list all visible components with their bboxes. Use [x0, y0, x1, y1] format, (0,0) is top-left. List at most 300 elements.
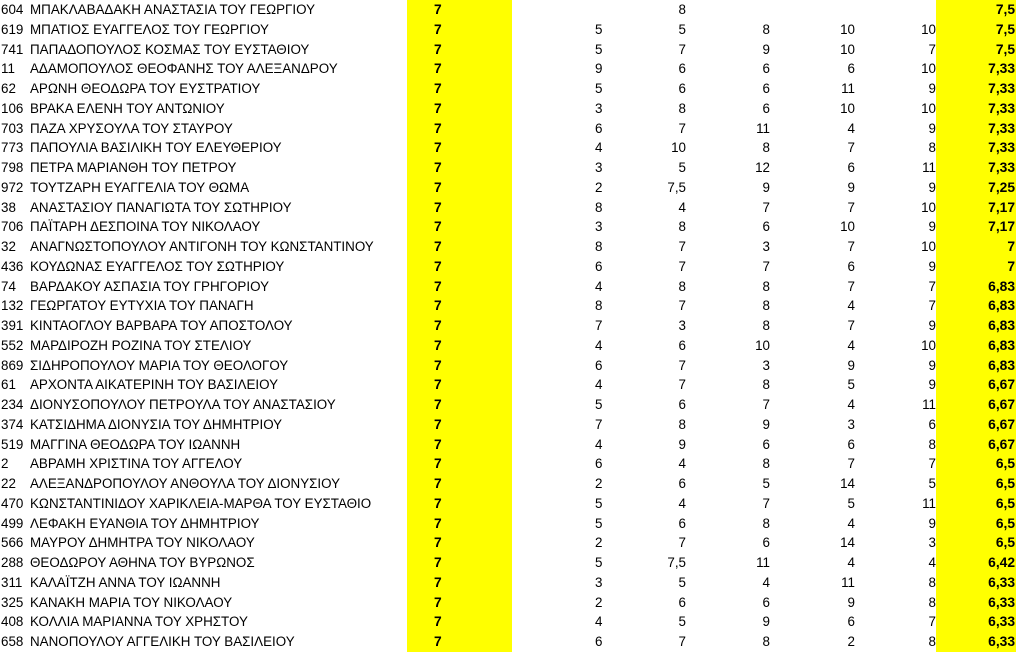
cell-average[interactable]: 7,33 [936, 119, 1016, 139]
cell-grade-4[interactable]: 5 [762, 476, 770, 491]
cell-grade-1[interactable]: 7 [407, 454, 512, 474]
cell-grade-3[interactable]: 6 [678, 337, 686, 353]
cell-grade-3[interactable]: 5 [678, 574, 686, 590]
cell-grade-3[interactable]: 7 [678, 298, 686, 314]
cell-grade-5[interactable]: 9 [847, 357, 855, 373]
cell-grade-4[interactable]: 9 [762, 41, 770, 57]
cell-grade-5[interactable]: 6 [847, 614, 855, 630]
cell-grade-1[interactable]: 7 [407, 415, 512, 435]
cell-grade-5[interactable]: 4 [847, 337, 855, 353]
cell-grade-1[interactable]: 7 [407, 336, 512, 356]
cell-average[interactable]: 6,5 [936, 514, 1016, 534]
cell-grade-1[interactable]: 7 [407, 553, 512, 573]
cell-name[interactable]: ΜΑΥΡΟΥ ΔΗΜΗΤΡΑ ΤΟΥ ΝΙΚΟΛΑΟΥ [30, 535, 255, 551]
cell-grade-4[interactable]: 12 [755, 160, 770, 175]
cell-name[interactable]: ΠΑΖΑ ΧΡΥΣΟΥΛΑ ΤΟΥ ΣΤΑΥΡΟΥ [30, 120, 233, 136]
cell-grade-4[interactable]: 8 [762, 634, 770, 649]
cell-average[interactable]: 6,83 [936, 316, 1016, 336]
cell-grade-6[interactable]: 8 [928, 140, 936, 156]
cell-grade-2[interactable]: 2 [595, 476, 603, 491]
cell-id[interactable]: 32 [1, 239, 16, 254]
cell-id[interactable]: 106 [1, 100, 24, 116]
cell-grade-3[interactable]: 6 [678, 515, 686, 531]
cell-average[interactable]: 6,33 [936, 632, 1016, 652]
cell-grade-4[interactable]: 8 [762, 318, 770, 333]
cell-name[interactable]: ΑΒΡΑΜΗ ΧΡΙΣΤΙΝΑ ΤΟΥ ΑΓΓΕΛΟΥ [30, 456, 243, 472]
cell-name[interactable]: ΚΟΥΔΩΝΑΣ ΕΥΑΓΓΕΛΟΣ ΤΟΥ ΣΩΤΗΡΙΟΥ [30, 258, 285, 274]
cell-grade-6[interactable]: 10 [921, 21, 936, 37]
cell-grade-4[interactable]: 6 [762, 81, 770, 96]
cell-grade-6[interactable]: 6 [928, 416, 936, 432]
cell-grade-3[interactable]: 8 [678, 100, 686, 116]
cell-name[interactable]: ΚΙΝΤΑΟΓΛΟΥ ΒΑΡΒΑΡΑ ΤΟΥ ΑΠΟΣΤΟΛΟΥ [30, 318, 293, 333]
cell-grade-2[interactable]: 8 [595, 199, 603, 215]
cell-grade-3[interactable]: 4 [678, 495, 686, 511]
cell-name[interactable]: ΘΕΟΔΩΡΟΥ ΑΘΗΝΑ ΤΟΥ ΒΥΡΩΝΟΣ [30, 555, 255, 570]
cell-grade-2[interactable]: 3 [595, 160, 603, 175]
cell-grade-6[interactable]: 10 [921, 100, 936, 116]
cell-id[interactable]: 436 [1, 258, 24, 274]
cell-grade-5[interactable]: 10 [840, 21, 855, 37]
cell-grade-6[interactable]: 11 [922, 160, 936, 175]
cell-grade-3[interactable]: 8 [678, 416, 686, 432]
cell-grade-5[interactable]: 7 [847, 140, 855, 156]
cell-grade-5[interactable]: 4 [847, 120, 855, 136]
table-row [0, 356, 1016, 376]
cell-average[interactable]: 6,67 [936, 435, 1016, 455]
cell-grade-5[interactable]: 6 [847, 436, 855, 452]
cell-average[interactable]: 6,67 [936, 375, 1016, 395]
cell-name[interactable]: ΚΑΝΑΚΗ ΜΑΡΙΑ ΤΟΥ ΝΙΚΟΛΑΟΥ [30, 594, 233, 610]
cell-grade-4[interactable]: 6 [762, 61, 770, 77]
cell-id[interactable]: 566 [1, 535, 24, 551]
cell-grade-1[interactable]: 7 [407, 593, 512, 613]
cell-grade-3[interactable]: 7 [678, 258, 686, 274]
cell-grade-6[interactable]: 9 [928, 357, 936, 373]
cell-grade-6[interactable]: 11 [922, 397, 936, 412]
cell-name[interactable]: ΒΡΑΚΑ ΕΛΕΝΗ ΤΟΥ ΑΝΤΩΝΙΟΥ [30, 100, 225, 116]
cell-grade-2[interactable]: 5 [595, 397, 603, 412]
cell-grade-2[interactable]: 5 [595, 495, 603, 511]
cell-grade-2[interactable]: 6 [595, 357, 603, 373]
cell-grade-1[interactable]: 7 [407, 375, 512, 395]
cell-name[interactable]: ΑΝΑΓΝΩΣΤΟΠΟΥΛΟΥ ΑΝΤΙΓΟΝΗ ΤΟΥ ΚΩΝΣΤΑΝΤΙΝΟΥ [30, 239, 374, 254]
cell-id[interactable]: 38 [1, 199, 16, 215]
cell-grade-4[interactable]: 4 [762, 574, 770, 590]
cell-grade-1[interactable]: 7 [407, 178, 512, 198]
cell-grade-4[interactable]: 6 [762, 100, 770, 116]
cell-name[interactable]: ΜΑΡΔΙΡΟΖΗ ΡΟΖΙΝΑ ΤΟΥ ΣΤΕΛΙΟΥ [30, 337, 252, 353]
cell-grade-5[interactable]: 11 [841, 574, 855, 590]
cell-grade-5[interactable]: 5 [847, 377, 855, 393]
cell-grade-5[interactable]: 9 [847, 179, 855, 195]
cell-grade-1[interactable]: 7 [407, 474, 512, 494]
cell-grade-2[interactable]: 5 [595, 515, 603, 531]
cell-grade-2[interactable]: 2 [595, 179, 603, 195]
cell-grade-3[interactable]: 6 [678, 594, 686, 610]
cell-grade-4[interactable]: 10 [755, 337, 770, 353]
cell-id[interactable]: 869 [1, 357, 24, 373]
cell-id[interactable]: 2 [1, 456, 9, 472]
cell-grade-3[interactable]: 7 [678, 357, 686, 373]
cell-grade-6[interactable]: 7 [928, 41, 936, 57]
cell-grade-2[interactable]: 2 [595, 594, 603, 610]
cell-grade-4[interactable]: 8 [762, 21, 770, 37]
cell-average[interactable]: 7,33 [936, 79, 1016, 99]
cell-name[interactable]: ΠΑΠΟΥΛΙΑ ΒΑΣΙΛΙΚΗ ΤΟΥ ΕΛΕΥΘΕΡΙΟΥ [30, 140, 282, 156]
cell-average[interactable]: 6,33 [936, 612, 1016, 632]
cell-grade-6[interactable]: 10 [921, 61, 936, 77]
cell-grade-5[interactable]: 7 [847, 456, 855, 472]
cell-grade-2[interactable]: 3 [595, 219, 603, 235]
cell-average[interactable]: 7,25 [936, 178, 1016, 198]
cell-average[interactable]: 6,33 [936, 573, 1016, 593]
cell-grade-2[interactable]: 6 [595, 120, 603, 136]
cell-average[interactable]: 7,33 [936, 138, 1016, 158]
cell-grade-1[interactable]: 7 [407, 632, 512, 652]
cell-name[interactable]: ΚΑΛΑΪΤΖΗ ΑΝΝΑ ΤΟΥ ΙΩΑΝΝΗ [30, 574, 221, 590]
cell-id[interactable]: 470 [1, 495, 24, 511]
cell-grade-4[interactable]: 7 [762, 495, 770, 511]
cell-grade-5[interactable]: 7 [847, 239, 855, 254]
cell-grade-1[interactable]: 7 [407, 395, 512, 415]
cell-grade-1[interactable]: 7 [407, 237, 512, 257]
cell-grade-6[interactable]: 10 [921, 199, 936, 215]
cell-grade-5[interactable]: 4 [847, 298, 855, 314]
cell-grade-4[interactable]: 6 [762, 436, 770, 452]
cell-average[interactable]: 6,67 [936, 415, 1016, 435]
cell-name[interactable]: ΑΔΑΜΟΠΟΥΛΟΣ ΘΕΟΦΑΝΗΣ ΤΟΥ ΑΛΕΞΑΝΔΡΟΥ [30, 61, 338, 77]
cell-id[interactable]: 773 [1, 140, 24, 156]
cell-grade-5[interactable]: 4 [847, 515, 855, 531]
cell-grade-1[interactable]: 7 [407, 99, 512, 119]
cell-grade-2[interactable]: 3 [595, 100, 603, 116]
cell-grade-4[interactable]: 6 [762, 594, 770, 610]
cell-grade-5[interactable]: 6 [847, 160, 855, 175]
cell-grade-6[interactable]: 5 [928, 476, 936, 491]
cell-id[interactable]: 61 [1, 377, 16, 393]
cell-grade-5[interactable]: 7 [847, 199, 855, 215]
cell-grade-4[interactable]: 6 [762, 535, 770, 551]
cell-name[interactable]: ΠΑΠΑΔΟΠΟΥΛΟΣ ΚΟΣΜΑΣ ΤΟΥ ΕΥΣΤΑΘΙΟΥ [30, 41, 310, 57]
cell-grade-3[interactable]: 7 [678, 239, 686, 254]
cell-grade-3[interactable]: 9 [678, 436, 686, 452]
cell-name[interactable]: ΣΙΔΗΡΟΠΟΥΛΟΥ ΜΑΡΙΑ ΤΟΥ ΘΕΟΛΟΓΟΥ [30, 357, 289, 373]
cell-name[interactable]: ΜΠΑΤΙΟΣ ΕΥΑΓΓΕΛΟΣ ΤΟΥ ΓΕΩΡΓΙΟΥ [30, 21, 269, 37]
cell-name[interactable]: ΛΕΦΑΚΗ ΕΥΑΝΘΙΑ ΤΟΥ ΔΗΜΗΤΡΙΟΥ [30, 515, 260, 531]
cell-average[interactable]: 6,83 [936, 277, 1016, 297]
cell-grade-1[interactable]: 7 [407, 138, 512, 158]
cell-grade-4[interactable]: 8 [762, 456, 770, 472]
cell-average[interactable]: 7,33 [936, 99, 1016, 119]
cell-grade-6[interactable]: 9 [928, 515, 936, 531]
cell-grade-2[interactable]: 4 [595, 337, 603, 353]
cell-grade-6[interactable]: 9 [928, 120, 936, 136]
cell-name[interactable]: ΚΑΤΣΙΔΗΜΑ ΔΙΟΝΥΣΙΑ ΤΟΥ ΔΗΜΗΤΡΙΟΥ [30, 416, 283, 432]
cell-id[interactable]: 972 [1, 179, 24, 195]
cell-grade-1[interactable]: 7 [407, 277, 512, 297]
cell-grade-3[interactable]: 5 [678, 160, 686, 175]
cell-grade-6[interactable]: 3 [928, 535, 936, 551]
cell-grade-3[interactable]: 7 [678, 634, 686, 649]
cell-id[interactable]: 325 [1, 594, 24, 610]
cell-grade-3[interactable]: 8 [678, 219, 686, 235]
cell-average[interactable]: 7,17 [936, 198, 1016, 218]
cell-id[interactable]: 703 [1, 120, 24, 136]
cell-average[interactable]: 6,83 [936, 336, 1016, 356]
cell-id[interactable]: 234 [1, 397, 24, 412]
cell-grade-1[interactable]: 7 [407, 435, 512, 455]
cell-grade-6[interactable]: 7 [928, 298, 936, 314]
cell-grade-2[interactable]: 7 [595, 416, 603, 432]
cell-name[interactable]: ΑΡΩΝΗ ΘΕΟΔΩΡΑ ΤΟΥ ΕΥΣΤΡΑΤΙΟΥ [30, 81, 261, 96]
cell-grade-2[interactable]: 5 [595, 21, 603, 37]
cell-grade-1[interactable]: 7 [407, 59, 512, 79]
cell-id[interactable]: 499 [1, 515, 24, 531]
cell-grade-1[interactable]: 7 [407, 514, 512, 534]
cell-id[interactable]: 604 [1, 2, 24, 17]
cell-grade-2[interactable]: 3 [595, 574, 603, 590]
cell-grade-5[interactable]: 4 [847, 555, 855, 570]
cell-grade-1[interactable]: 7 [407, 158, 512, 178]
cell-grade-3[interactable]: 4 [678, 199, 686, 215]
cell-grade-4[interactable]: 7 [762, 258, 770, 274]
cell-average[interactable]: 6,83 [936, 296, 1016, 316]
cell-grade-6[interactable]: 10 [921, 337, 936, 353]
cell-grade-3[interactable]: 5 [678, 21, 686, 37]
cell-grade-6[interactable]: 8 [928, 574, 936, 590]
cell-grade-4[interactable]: 3 [762, 239, 770, 254]
cell-average[interactable]: 6,42 [936, 553, 1016, 573]
cell-id[interactable]: 288 [1, 555, 24, 570]
cell-grade-4[interactable]: 8 [762, 377, 770, 393]
cell-grade-4[interactable]: 7 [762, 397, 770, 412]
cell-average[interactable]: 7,5 [936, 0, 1016, 20]
cell-grade-1[interactable]: 7 [407, 316, 512, 336]
cell-id[interactable]: 74 [1, 278, 16, 294]
cell-grade-6[interactable]: 7 [928, 456, 936, 472]
cell-grade-5[interactable]: 9 [847, 594, 855, 610]
cell-grade-6[interactable]: 9 [928, 377, 936, 393]
cell-grade-5[interactable]: 10 [840, 41, 855, 57]
cell-grade-4[interactable] [686, 0, 770, 20]
cell-grade-5[interactable]: 11 [841, 81, 855, 96]
cell-grade-2[interactable]: 9 [595, 61, 603, 77]
cell-grade-1[interactable]: 7 [407, 356, 512, 376]
cell-id[interactable]: 374 [1, 416, 24, 432]
cell-grade-3[interactable]: 7,5 [667, 179, 686, 195]
cell-grade-5[interactable]: 4 [847, 397, 855, 412]
cell-average[interactable]: 6,5 [936, 494, 1016, 514]
cell-grade-1[interactable]: 7 [407, 198, 512, 218]
cell-grade-6[interactable]: 10 [921, 239, 936, 254]
cell-grade-3[interactable]: 4 [678, 456, 686, 472]
cell-grade-3[interactable]: 7,5 [667, 555, 686, 570]
cell-name[interactable]: ΜΠΑΚΛΑΒΑΔΑΚΗ ΑΝΑΣΤΑΣΙΑ ΤΟΥ ΓΕΩΡΓΙΟΥ [30, 2, 316, 17]
cell-average[interactable]: 6,5 [936, 533, 1016, 553]
cell-grade-5[interactable]: 6 [847, 258, 855, 274]
cell-average[interactable]: 7 [936, 237, 1016, 257]
cell-grade-5[interactable]: 5 [847, 495, 855, 511]
cell-grade-1[interactable]: 7 [407, 494, 512, 514]
cell-grade-6[interactable]: 9 [928, 318, 936, 333]
cell-grade-2[interactable]: 6 [595, 258, 603, 274]
cell-grade-2[interactable]: 4 [595, 140, 603, 156]
cell-grade-5[interactable]: 6 [847, 61, 855, 77]
cell-id[interactable]: 22 [1, 476, 16, 491]
cell-grade-6[interactable]: 7 [928, 614, 936, 630]
cell-average[interactable]: 6,67 [936, 395, 1016, 415]
cell-grade-5[interactable] [770, 0, 855, 20]
cell-grade-1[interactable]: 7 [407, 533, 512, 553]
cell-grade-6[interactable]: 11 [922, 495, 936, 511]
cell-grade-3[interactable]: 10 [671, 140, 686, 156]
cell-grade-1[interactable]: 7 [407, 119, 512, 139]
cell-id[interactable]: 552 [1, 337, 24, 353]
cell-name[interactable]: ΑΝΑΣΤΑΣΙΟΥ ΠΑΝΑΓΙΩΤΑ ΤΟΥ ΣΩΤΗΡΙΟΥ [30, 199, 292, 215]
cell-average[interactable]: 6,5 [936, 454, 1016, 474]
cell-id[interactable]: 11 [1, 61, 15, 77]
cell-grade-4[interactable]: 9 [762, 614, 770, 630]
cell-name[interactable]: ΑΛΕΞΑΝΔΡΟΠΟΥΛΟΥ ΑΝΘΟΥΛΑ ΤΟΥ ΔΙΟΝΥΣΙΟΥ [30, 476, 341, 491]
cell-name[interactable]: ΚΟΛΛΙΑ ΜΑΡΙΑΝΝΑ ΤΟΥ ΧΡΗΣΤΟΥ [30, 614, 248, 630]
cell-grade-4[interactable]: 3 [762, 357, 770, 373]
cell-grade-1[interactable]: 7 [407, 296, 512, 316]
cell-grade-3[interactable]: 3 [678, 318, 686, 333]
cell-grade-3[interactable]: 8 [678, 278, 686, 294]
cell-average[interactable]: 6,33 [936, 593, 1016, 613]
cell-name[interactable]: ΠΕΤΡΑ ΜΑΡΙΑΝΘΗ ΤΟΥ ΠΕΤΡΟΥ [30, 160, 237, 175]
cell-grade-4[interactable]: 9 [762, 416, 770, 432]
cell-grade-6[interactable]: 8 [928, 436, 936, 452]
cell-grade-6[interactable]: 9 [928, 179, 936, 195]
cell-grade-6[interactable]: 8 [928, 594, 936, 610]
cell-grade-6[interactable]: 8 [928, 634, 936, 649]
cell-grade-1[interactable]: 7 [407, 257, 512, 277]
cell-grade-6[interactable]: 9 [928, 219, 936, 235]
cell-grade-5[interactable]: 10 [840, 100, 855, 116]
cell-grade-2[interactable]: 4 [595, 614, 603, 630]
cell-grade-4[interactable]: 8 [762, 140, 770, 156]
cell-average[interactable]: 6,83 [936, 356, 1016, 376]
table-row [0, 632, 1016, 652]
cell-grade-3[interactable]: 8 [678, 2, 686, 17]
cell-grade-4[interactable]: 11 [756, 120, 770, 136]
cell-grade-2[interactable]: 6 [595, 456, 603, 472]
cell-id[interactable]: 619 [1, 21, 24, 37]
cell-name[interactable]: ΤΟΥΤΖΑΡΗ ΕΥΑΓΓΕΛΙΑ ΤΟΥ ΘΩΜΑ [30, 179, 250, 195]
cell-grade-6[interactable] [855, 0, 936, 20]
cell-grade-3[interactable]: 6 [678, 476, 686, 491]
cell-grade-3[interactable]: 7 [678, 377, 686, 393]
cell-id[interactable]: 62 [1, 81, 16, 96]
cell-grade-2[interactable]: 2 [595, 535, 603, 551]
cell-grade-4[interactable]: 11 [756, 555, 770, 570]
cell-id[interactable]: 311 [1, 574, 23, 590]
cell-grade-1[interactable]: 7 [407, 20, 512, 40]
cell-grade-2[interactable]: 6 [595, 634, 603, 649]
cell-grade-4[interactable]: 8 [762, 515, 770, 531]
cell-grade-2[interactable]: 7 [595, 318, 603, 333]
cell-grade-3[interactable]: 6 [678, 61, 686, 77]
cell-id[interactable]: 519 [1, 436, 24, 452]
cell-grade-3[interactable]: 6 [678, 397, 686, 412]
cell-grade-3[interactable]: 5 [678, 614, 686, 630]
cell-id[interactable]: 391 [1, 318, 24, 333]
cell-grade-3[interactable]: 7 [678, 535, 686, 551]
cell-grade-6[interactable]: 9 [928, 81, 936, 96]
cell-grade-2[interactable]: 4 [595, 436, 603, 452]
cell-id[interactable]: 132 [1, 298, 24, 314]
cell-grade-2[interactable]: 4 [595, 377, 603, 393]
cell-grade-3[interactable]: 6 [678, 81, 686, 96]
cell-grade-2[interactable]: 5 [595, 81, 603, 96]
cell-grade-3[interactable]: 7 [678, 41, 686, 57]
cell-grade-1[interactable]: 7 [407, 217, 512, 237]
cell-grade-2[interactable]: 8 [595, 239, 603, 254]
cell-id[interactable]: 658 [1, 634, 24, 649]
cell-average[interactable]: 7,17 [936, 217, 1016, 237]
cell-name[interactable]: ΑΡΧΟΝΤΑ ΑΙΚΑΤΕΡΙΝΗ ΤΟΥ ΒΑΣΙΛΕΙΟΥ [30, 377, 279, 393]
cell-grade-2[interactable]: 8 [595, 298, 603, 314]
cell-grade-5[interactable]: 7 [847, 278, 855, 294]
cell-grade-2[interactable]: 4 [595, 278, 603, 294]
cell-grade-5[interactable]: 2 [847, 634, 855, 649]
cell-grade-2[interactable]: 5 [595, 41, 603, 57]
cell-average[interactable]: 7,33 [936, 59, 1016, 79]
cell-grade-4[interactable]: 9 [762, 179, 770, 195]
cell-grade-6[interactable]: 9 [928, 258, 936, 274]
cell-grade-6[interactable]: 4 [928, 555, 936, 570]
cell-name[interactable]: ΔΙΟΝΥΣΟΠΟΥΛΟΥ ΠΕΤΡΟΥΛΑ ΤΟΥ ΑΝΑΣΤΑΣΙΟΥ [30, 397, 336, 412]
cell-id[interactable]: 741 [1, 41, 24, 57]
cell-grade-4[interactable]: 6 [762, 219, 770, 235]
cell-name[interactable]: ΒΑΡΔΑΚΟΥ ΑΣΠΑΣΙΑ ΤΟΥ ΓΡΗΓΟΡΙΟΥ [30, 278, 269, 294]
cell-average[interactable]: 7,5 [936, 40, 1016, 60]
cell-name[interactable]: ΜΑΓΓΙΝΑ ΘΕΟΔΩΡΑ ΤΟΥ ΙΩΑΝΝΗ [30, 436, 241, 452]
cell-grade-5[interactable]: 14 [840, 476, 855, 491]
cell-grade-1[interactable]: 7 [407, 0, 512, 20]
cell-grade-5[interactable]: 7 [847, 318, 855, 333]
cell-grade-1[interactable]: 7 [407, 79, 512, 99]
cell-grade-4[interactable]: 8 [762, 298, 770, 314]
cell-name[interactable]: ΓΕΩΡΓΑΤΟΥ ΕΥΤΥΧΙΑ ΤΟΥ ΠΑΝΑΓΗ [30, 298, 254, 314]
cell-grade-1[interactable]: 7 [407, 40, 512, 60]
cell-average[interactable]: 7,5 [936, 20, 1016, 40]
cell-name[interactable]: ΚΩΝΣΤΑΝΤΙΝΙΔΟΥ ΧΑΡΙΚΛΕΙΑ-ΜΑΡΘΑ ΤΟΥ ΕΥΣΤΑΘΙΟ [30, 495, 372, 511]
cell-grade-6[interactable]: 7 [928, 278, 936, 294]
cell-grade-1[interactable]: 7 [407, 573, 512, 593]
cell-grade-2[interactable] [512, 0, 608, 20]
cell-id[interactable]: 408 [1, 614, 24, 630]
cell-average[interactable]: 7 [936, 257, 1016, 277]
table-row [0, 217, 1016, 237]
cell-grade-3[interactable]: 7 [678, 120, 686, 136]
cell-average[interactable]: 6,5 [936, 474, 1016, 494]
cell-grade-5[interactable]: 10 [840, 219, 855, 235]
cell-grade-1[interactable]: 7 [407, 612, 512, 632]
cell-grade-5[interactable]: 14 [840, 535, 855, 551]
cell-grade-4[interactable]: 8 [762, 278, 770, 294]
cell-average[interactable]: 7,33 [936, 158, 1016, 178]
cell-grade-2[interactable]: 5 [595, 555, 603, 570]
cell-grade-5[interactable]: 3 [847, 416, 855, 432]
cell-name[interactable]: ΝΑΝΟΠΟΥΛΟΥ ΑΓΓΕΛΙΚΗ ΤΟΥ ΒΑΣΙΛΕΙΟΥ [30, 634, 295, 649]
cell-id[interactable]: 706 [1, 219, 24, 235]
cell-id[interactable]: 798 [1, 160, 24, 175]
cell-grade-4[interactable]: 7 [762, 199, 770, 215]
cell-name[interactable]: ΠΑΪΤΑΡΗ ΔΕΣΠΟΙΝΑ ΤΟΥ ΝΙΚΟΛΑΟΥ [30, 219, 261, 235]
